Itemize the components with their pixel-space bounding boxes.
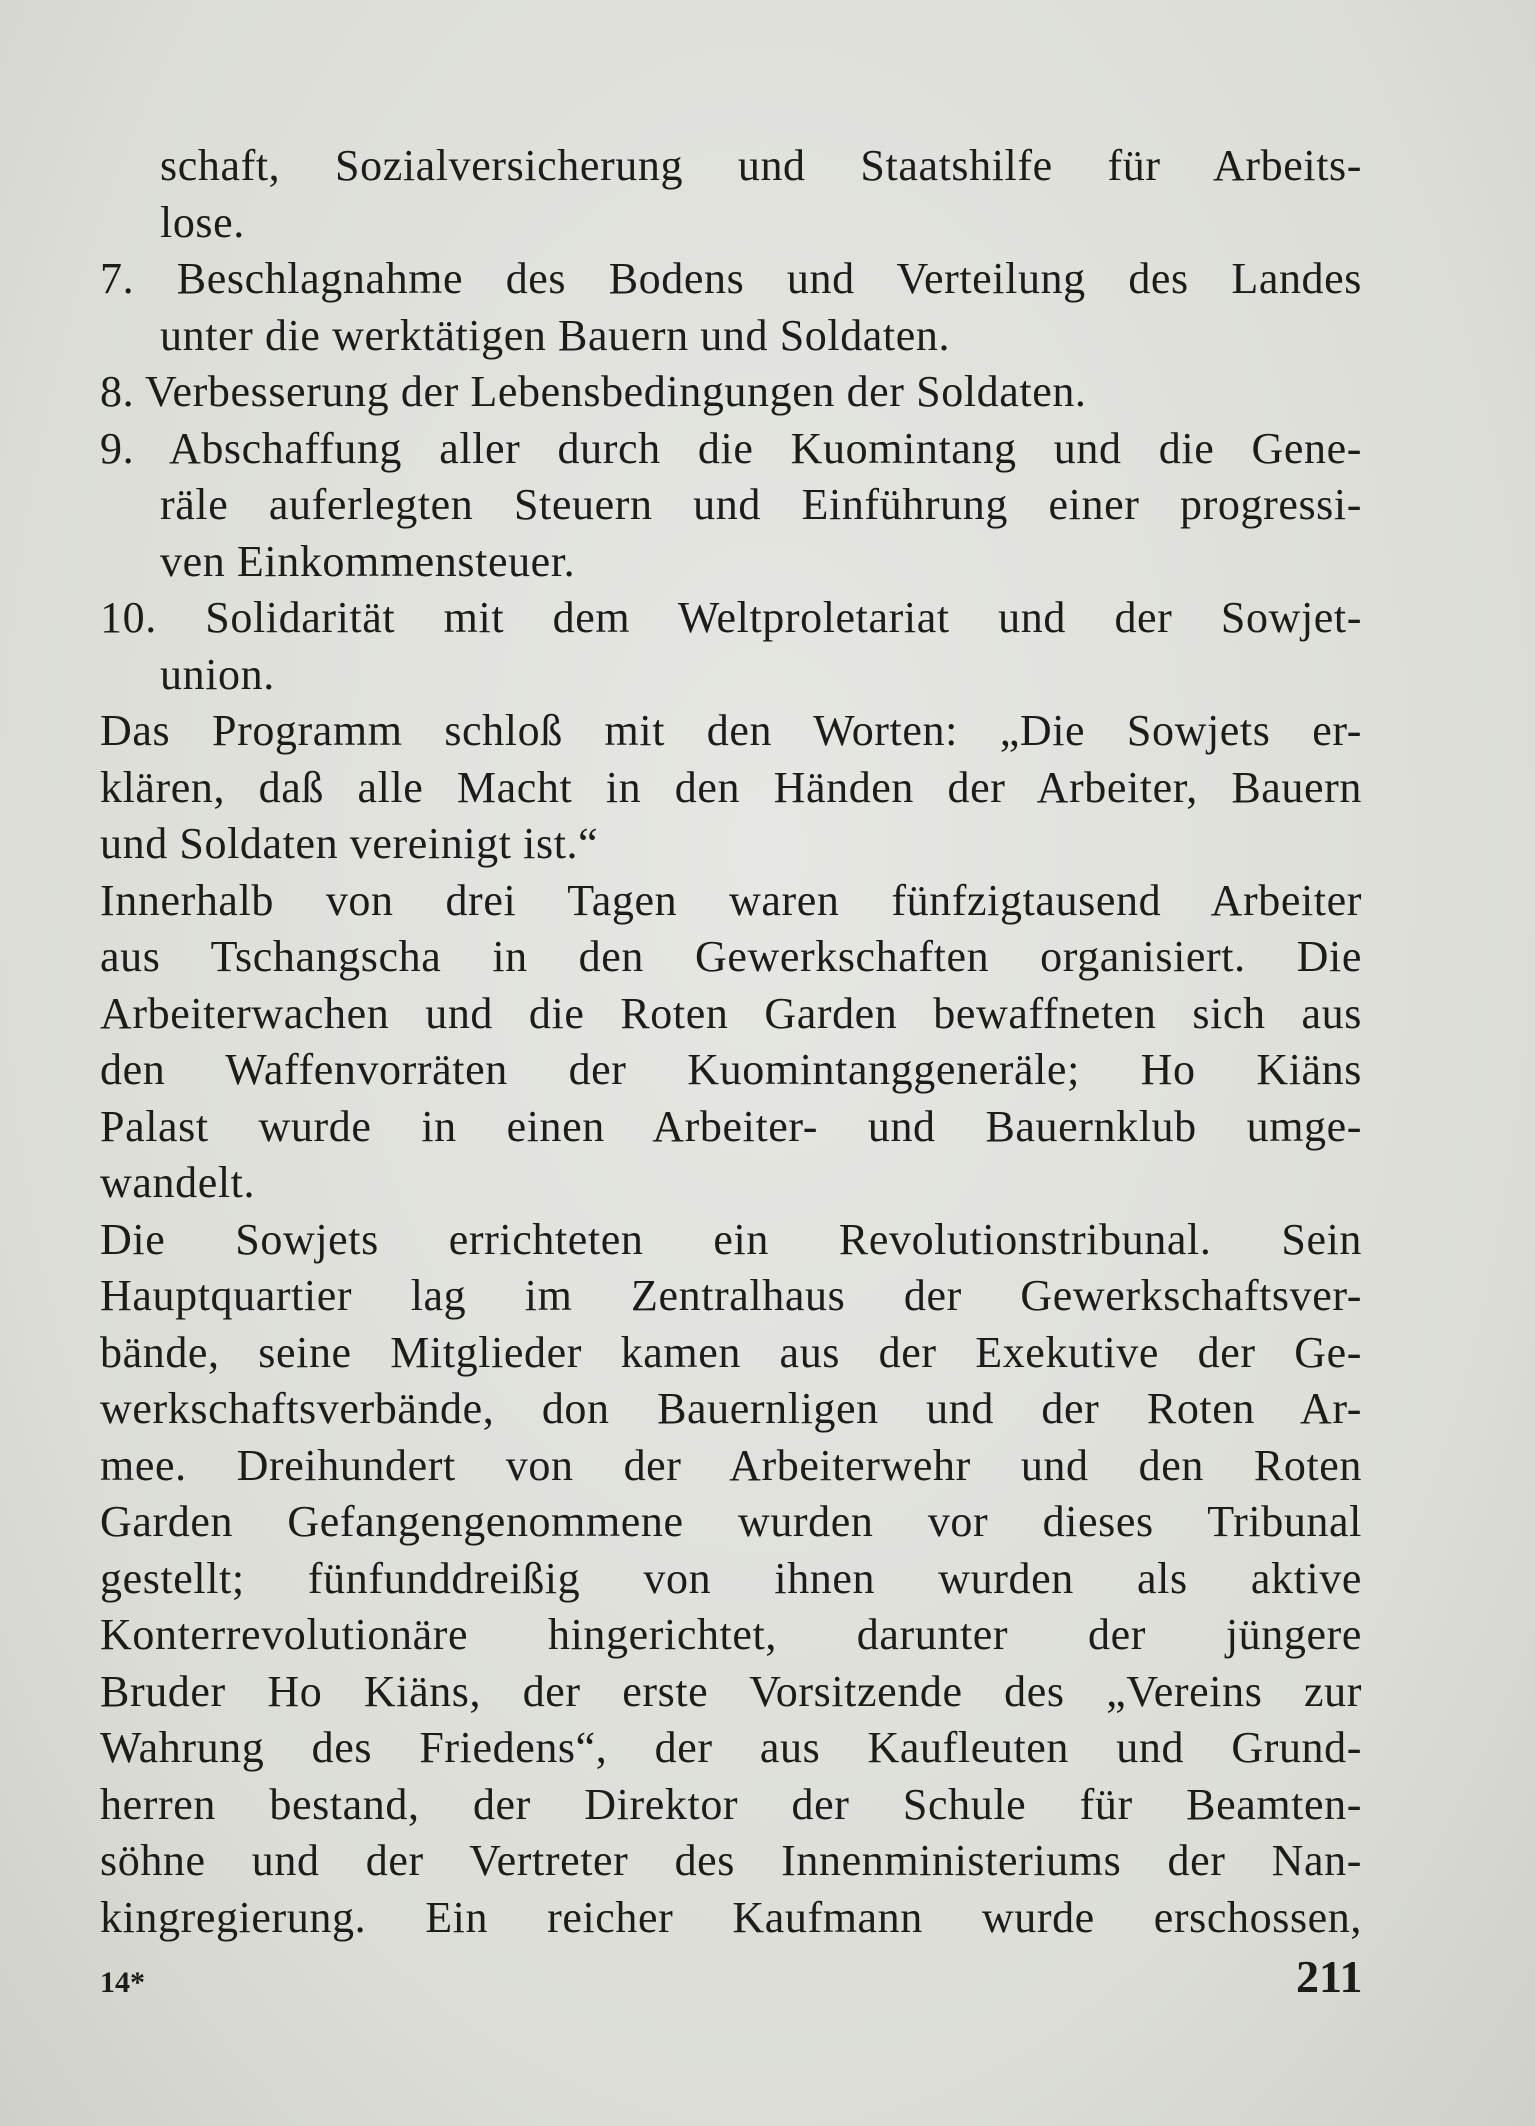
paragraph-line: Die Sowjets errichteten ein Revolutionstribunal. Sein: [100, 1214, 1362, 1264]
paragraph-line: und Soldaten vereinigt ist.“: [100, 819, 599, 868]
paragraph-line: bände, seine Mitglieder kamen aus der Exekutive der Ge-: [100, 1327, 1362, 1377]
paragraph-line: Bruder Ho Kiäns, der erste Vorsitzende des „Vereins zur: [100, 1666, 1362, 1716]
list-item-8: 8. Verbesserung der Lebensbedingungen der Soldaten.: [100, 367, 1087, 416]
paragraph-line: herren bestand, der Direktor der Schule für Beamten-: [100, 1779, 1362, 1829]
list-item-10: 10. Solidarität mit dem Weltproletariat und der Sowjet-: [100, 593, 1362, 642]
paragraph-line: Garden Gefangengenommene wurden vor dieses Tribunal: [100, 1497, 1362, 1546]
paragraph-line: Wahrung des Friedens“, der aus Kaufleuten und Grund-: [100, 1723, 1362, 1772]
printer-signature: 14*: [100, 1966, 145, 1999]
paragraph-line: Innerhalb von drei Tagen waren fünfzigtausend Arbeiter: [100, 875, 1362, 925]
paragraph-line: Palast wurde in einen Arbeiter- und Bauernklub umge-: [100, 1101, 1362, 1151]
text-line: ven Einkommensteuer.: [160, 536, 576, 586]
paragraph-line: gestellt; fünfunddreißig von ihnen wurden als aktive: [100, 1553, 1362, 1603]
paragraph-line: wandelt.: [100, 1158, 256, 1207]
paragraph-line: Das Programm schloß mit den Worten: „Die Sowjets er-: [100, 706, 1362, 755]
text-line: lose.: [160, 197, 245, 247]
paragraph-line: klären, daß alle Macht in den Händen der Arbeiter, Bauern: [100, 762, 1362, 812]
text-line: unter die werktätigen Bauern und Soldaten.: [160, 310, 951, 360]
paragraph-line: kingregierung. Ein reicher Kaufmann wurde erschossen,: [100, 1892, 1362, 1942]
paragraph-line: Konterrevolutionäre hingerichtet, darunter der jüngere: [100, 1610, 1362, 1659]
text-line: räle auferlegten Steuern und Einführung einer progressi-: [160, 480, 1362, 529]
paragraph-line: Hauptquartier lag im Zentralhaus der Gewerkschaftsver-: [100, 1271, 1362, 1320]
text-line: schaft, Sozialversicherung und Staatshilfe für Arbeits-: [160, 141, 1362, 190]
paragraph-line: werkschaftsverbände, don Bauernligen und der Roten Ar-: [100, 1384, 1362, 1433]
list-item-7: 7. Beschlagnahme des Bodens und Verteilung des Landes: [100, 254, 1362, 303]
list-item-9: 9. Abschaffung aller durch die Kuomintang und die Gene-: [100, 423, 1362, 473]
paragraph-line: aus Tschangscha in den Gewerkschaften organisiert. Die: [100, 932, 1362, 981]
paragraph-line: mee. Dreihundert von der Arbeiterwehr und den Roten: [100, 1440, 1362, 1490]
paragraph-line: den Waffenvorräten der Kuomintanggeneräle; Ho Kiäns: [100, 1045, 1362, 1094]
paragraph-line: söhne und der Vertreter des Innenministeriums der Nan-: [100, 1836, 1362, 1885]
text-line: union.: [160, 649, 275, 699]
body-text: [100, 138, 1362, 1946]
paragraph-line: Arbeiterwachen und die Roten Garden bewaffneten sich aus: [100, 988, 1362, 1038]
page-number: 211: [1296, 1951, 1363, 2002]
